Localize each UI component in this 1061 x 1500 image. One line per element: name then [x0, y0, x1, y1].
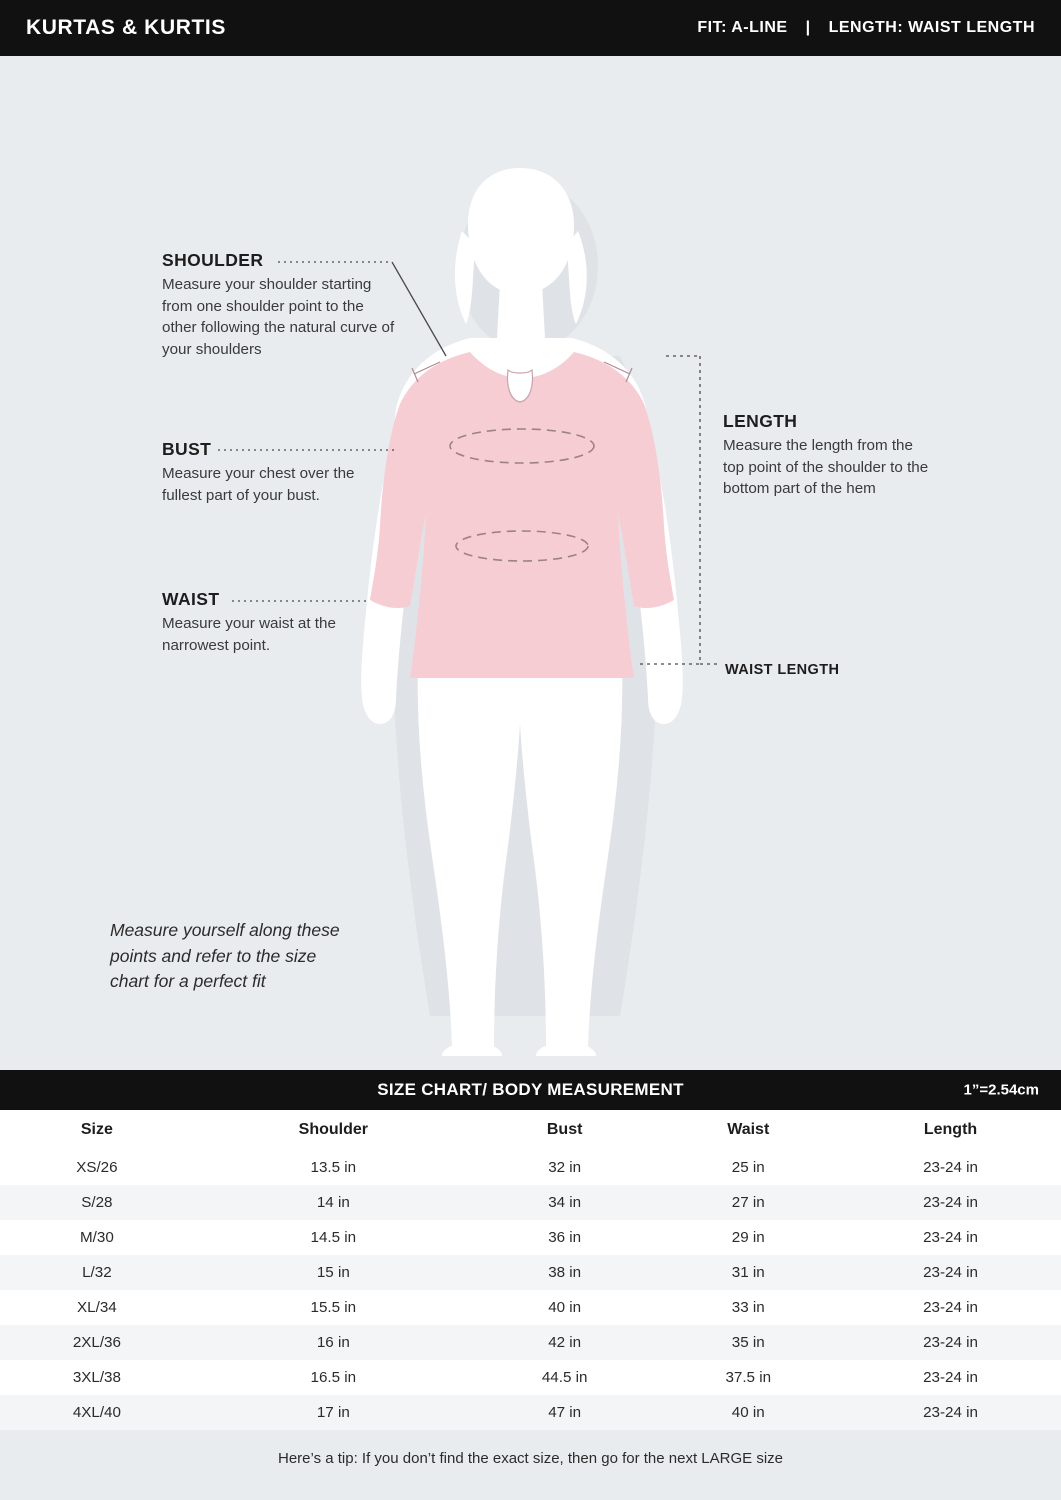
illustration-area: [0, 56, 1061, 1056]
cell-measurement: 14.5 in: [310, 1229, 357, 1246]
table-row: [0, 1325, 1061, 1360]
table-header-row: [0, 1110, 1061, 1150]
cell-measurement: 32 in: [548, 1159, 582, 1176]
callout-shoulder-title: SHOULDER: [162, 250, 264, 270]
cell-size: L/32: [82, 1264, 112, 1281]
size-chart-table: [0, 1110, 1061, 1430]
length-label: LENGTH: WAIST LENGTH: [828, 19, 1035, 36]
brand-title: KURTAS & KURTIS: [26, 16, 226, 39]
table-row: [0, 1255, 1061, 1290]
cell-measurement: 16.5 in: [310, 1369, 357, 1386]
header-meta: [697, 19, 1035, 37]
cell-size: XS/26: [76, 1159, 118, 1176]
cell-measurement: 15 in: [316, 1264, 350, 1281]
callout-bust-title: BUST: [162, 439, 212, 459]
cell-measurement: 23-24 in: [923, 1299, 978, 1316]
cell-size: S/28: [81, 1194, 113, 1211]
column-header-waist: Waist: [656, 1110, 840, 1150]
callout-length: [723, 411, 933, 500]
cell-measurement: 23-24 in: [923, 1194, 978, 1211]
table-row: [0, 1360, 1061, 1395]
size-tip-footer: Here’s a tip: If you don’t find the exact size, then go for the next LARGE size: [0, 1430, 1061, 1491]
cell-measurement: 42 in: [548, 1334, 582, 1351]
table-row: [0, 1150, 1061, 1185]
cell-measurement: 35 in: [731, 1334, 765, 1351]
cell-measurement: 23-24 in: [923, 1229, 978, 1246]
column-header-length: Length: [840, 1110, 1061, 1150]
unit-conversion-note: 1”=2.54cm: [963, 1081, 1039, 1099]
cell-measurement: 38 in: [548, 1264, 582, 1281]
table-body: [0, 1150, 1061, 1430]
cell-measurement: 23-24 in: [923, 1369, 978, 1386]
callout-length-body: Measure the length from the top point of the shoulder to the bottom part of the hem: [723, 437, 929, 497]
cell-measurement: 47 in: [548, 1404, 582, 1421]
model-figure-illustration: [0, 56, 1061, 1056]
cell-measurement: 31 in: [731, 1264, 765, 1281]
size-chart-header: [0, 1070, 1061, 1110]
cell-size: XL/34: [77, 1299, 117, 1316]
cell-measurement: 17 in: [316, 1404, 350, 1421]
cell-size: 4XL/40: [72, 1404, 121, 1421]
callout-waist: [162, 589, 362, 656]
callout-shoulder-body: Measure your shoulder starting from one shoulder point to the other following the natural curve of your shoulders: [162, 276, 395, 358]
cell-measurement: 29 in: [731, 1229, 765, 1246]
cell-measurement: 34 in: [548, 1194, 582, 1211]
cell-size: M/30: [80, 1229, 114, 1246]
size-chart-title: SIZE CHART/ BODY MEASUREMENT: [377, 1080, 684, 1099]
column-header-size: Size: [0, 1110, 194, 1150]
cell-measurement: 36 in: [548, 1229, 582, 1246]
callout-waist-length-label: WAIST LENGTH: [725, 662, 840, 678]
cell-size: 2XL/36: [72, 1334, 121, 1351]
callout-bust-body: Measure your chest over the fullest part of your bust.: [162, 465, 355, 504]
callout-length-title: LENGTH: [723, 411, 798, 431]
callout-shoulder: [162, 250, 402, 360]
callout-waist-title: WAIST: [162, 589, 220, 609]
cell-measurement: 40 in: [731, 1404, 765, 1421]
cell-measurement: 23-24 in: [923, 1334, 978, 1351]
header-separator: |: [805, 19, 811, 36]
table-row: [0, 1185, 1061, 1220]
column-header-bust: Bust: [473, 1110, 657, 1150]
cell-measurement: 14 in: [316, 1194, 350, 1211]
cell-measurement: 23-24 in: [923, 1264, 978, 1281]
header-bar: [0, 0, 1061, 56]
fit-label: FIT: A-LINE: [697, 19, 788, 36]
cell-measurement: 13.5 in: [310, 1159, 357, 1176]
measure-note: Measure yourself along these points and refer to the size chart for a perfect fit: [110, 920, 340, 991]
cell-measurement: 23-24 in: [923, 1404, 978, 1421]
cell-measurement: 37.5 in: [725, 1369, 772, 1386]
cell-measurement: 15.5 in: [310, 1299, 357, 1316]
table-row: [0, 1290, 1061, 1325]
size-chart-section: [0, 1070, 1061, 1491]
cell-size: 3XL/38: [72, 1369, 121, 1386]
cell-measurement: 25 in: [731, 1159, 765, 1176]
cell-measurement: 40 in: [548, 1299, 582, 1316]
table-row: [0, 1220, 1061, 1255]
cell-measurement: 44.5 in: [541, 1369, 588, 1386]
callout-waist-body: Measure your waist at the narrowest point.: [162, 615, 336, 654]
cell-measurement: 16 in: [316, 1334, 350, 1351]
column-header-shoulder: Shoulder: [194, 1110, 473, 1150]
cell-measurement: 27 in: [731, 1194, 765, 1211]
cell-measurement: 23-24 in: [923, 1159, 978, 1176]
table-row: [0, 1395, 1061, 1430]
callout-bust: [162, 439, 377, 506]
cell-measurement: 33 in: [731, 1299, 765, 1316]
